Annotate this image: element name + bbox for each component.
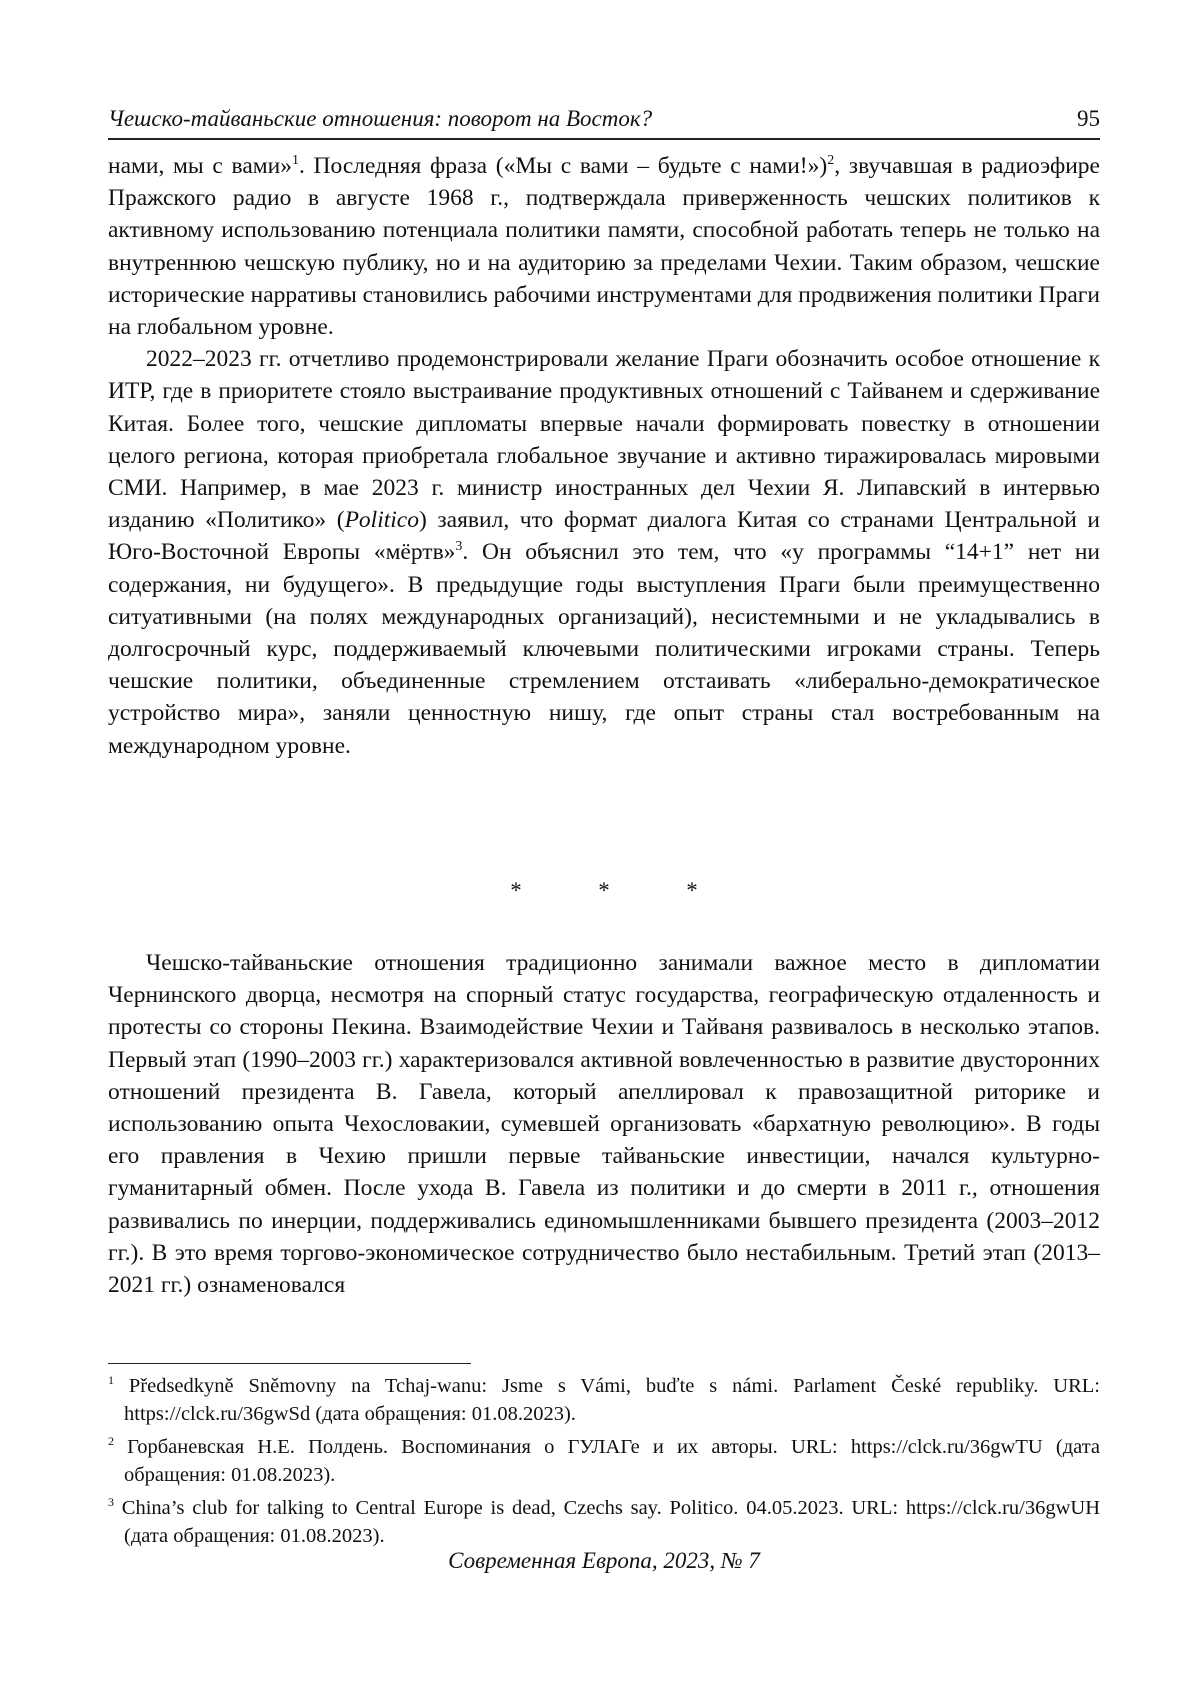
footnote-number: 1 (108, 1373, 114, 1388)
footnote-2 (108, 1433, 1100, 1489)
separator-star: * (510, 878, 522, 903)
footnote-text: Горбаневская Н.Е. Полдень. Воспоминания о ГУЛАГе и их авторы. URL: https://clck.ru/36gwTU (дата обращения: 01.08.2023). (124, 1436, 1100, 1486)
paragraph-1-part-c: , звучавшая в радиоэфире Пражского радио в августе 1968 г., подтверждала приверженность чешских политиков к активному использованию потенциала политики памяти, способной работать теперь не только на внутреннюю чешскую публику, но и на аудиторию за пределами Чехии. Таким образом, чешские исторические нарративы становились рабочими инструментами для продвижения политики Праги на глобальном уровне. (108, 153, 1100, 341)
journal-footer: Современная Европа, 2023, № 7 (448, 1548, 760, 1573)
footnote-text: Předsedkyně Sněmovny na Tchaj-wanu: Jsme s Vámi, buďte s námi. Parlament České republiky. URL: https://clck.ru/36gwSd (дата обращения: 01.08.2023). (124, 1375, 1100, 1425)
paragraph-2-part-b: ) заявил, что формат диалога Китая со странами Центральной и Юго-Восточной Европы «мёртв» (108, 507, 1101, 566)
paragraph-2-italic: Politico (344, 507, 419, 534)
footnote-ref-1[interactable]: 1 (291, 153, 299, 169)
footnote-3 (108, 1494, 1100, 1550)
paragraph-1-part-b: . Последняя фраза («Мы с вами – будьте с нами!») (298, 153, 828, 179)
main-text-top (108, 150, 1100, 762)
section-separator (108, 878, 1100, 904)
footnote-text: China’s club for talking to Central Europe is dead, Czechs say. Politico. 04.05.2023. URL: https://clck.ru/36gwUH (дата обращения: 01.08.2023). (121, 1497, 1101, 1547)
footnote-number: 3 (108, 1495, 114, 1510)
footnote-divider (108, 1363, 471, 1364)
footnote-number: 2 (108, 1434, 114, 1449)
paragraph-1-part-a: нами, мы с вами» (108, 153, 292, 179)
paragraph-2-part-c: . Он объяснил это тем, что «у программы “14+1” нет ни содержания, ни будущего». В предыдущие годы выступления Праги были преимущественно ситуативными (на полях международных организаций), несистемными и не укладывались в долгосрочный курс, поддерживаемый ключевыми политическими игроками страны. Теперь чешские политики, объединенные стремлением отстаивать «либерально-демократическое устройство мира», заняли ценностную нишу, где опыт страны стал востребованным на международном уровне. (108, 539, 1100, 759)
footnote-ref-2[interactable]: 2 (827, 153, 835, 169)
main-text-bottom (108, 947, 1100, 1301)
page-number: 95 (1077, 106, 1100, 131)
paragraph-1 (108, 150, 1100, 343)
separator-star: * (598, 878, 610, 903)
separator-star: * (686, 878, 698, 903)
paragraph-2-part-a: 2022–2023 гг. отчетливо продемонстрировали желание Праги обозначить особое отношение к ИТР, где в приоритете стояло выстраивание продуктивных отношений с Тайванем и сдерживание Китая. Более того, чешские дипломаты впервые начали формировать повестку в отношении целого региона, которая приобретала глобальное звучание и активно тиражировалась мировыми СМИ. Например, в мае 2023 г. министр иностранных дел Чехии Я. Липавский в интервью изданию «Политико» ( (108, 346, 1100, 534)
footnote-ref-3[interactable]: 3 (455, 539, 463, 555)
running-title: Чешско-тайваньские отношения: поворот на Восток? (108, 106, 653, 131)
paragraph-3: Чешско-тайваньские отношения традиционно занимали важное место в дипломатии Чернинского дворца, несмотря на спорный статус государства, географическую отдаленность и протесты со стороны Пекина. Взаимодействие Чехии и Тайваня развивалось в несколько этапов. Первый этап (1990–2003 гг.) характеризовался активной вовлеченностью в развитие двусторонних отношений президента В. Гавела, который апеллировал к правозащитной риторике и использованию опыта Чехословакии, сумевшей организовать «бархатную революцию». В годы его правления в Чехию пришли первые тайваньские инвестиции, начался культурно-гуманитарный обмен. После ухода В. Гавела из политики и до смерти в 2011 г., отношения развивались по инерции, поддерживались единомышленниками бывшего президента (2003–2012 гг.). В это время торгово-экономическое сотрудничество было нестабильным. Третий этап (2013–2021 гг.) ознаменовался (108, 950, 1100, 1299)
footnotes (108, 1372, 1100, 1555)
footnote-1 (108, 1372, 1100, 1428)
running-header (108, 102, 1100, 140)
paragraph-2 (108, 343, 1100, 762)
